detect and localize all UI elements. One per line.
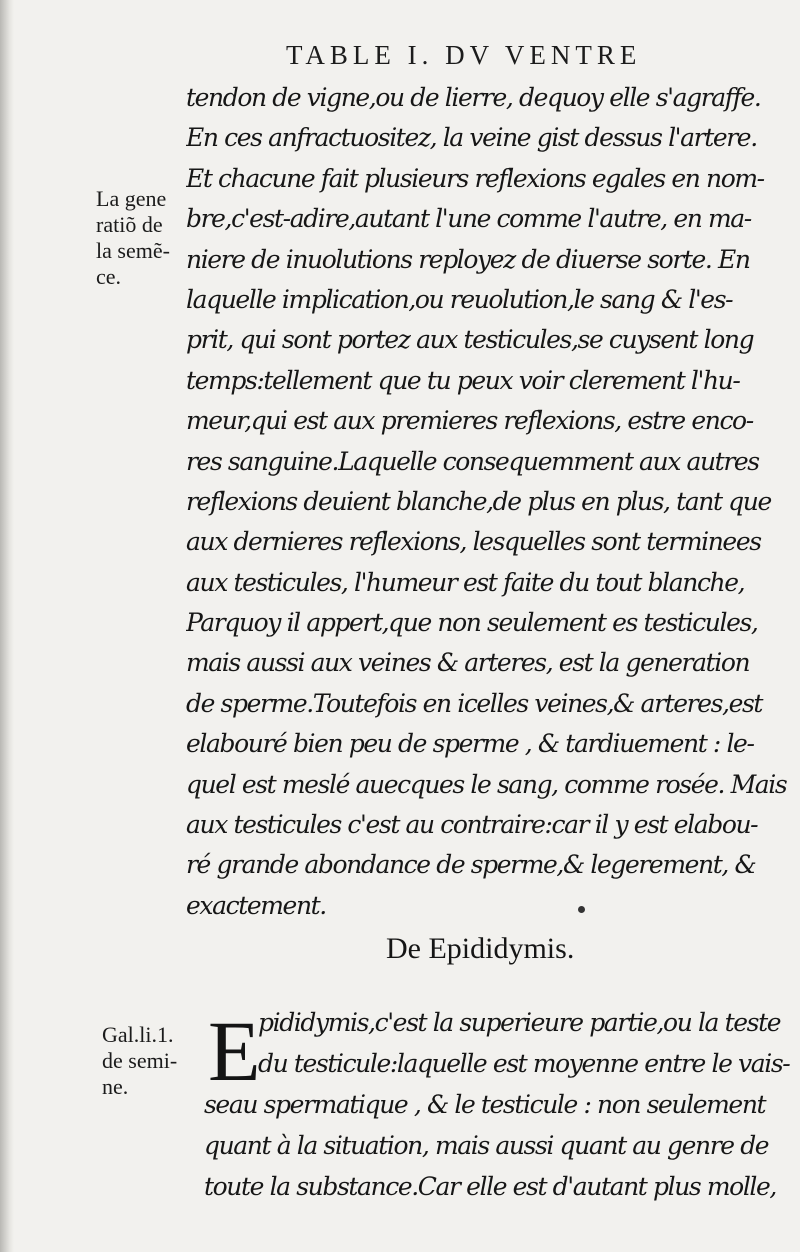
text-line: reflexions deuient blanche,de plus en plus, tant que: [186, 486, 771, 516]
margin-note-line: Gal.li.1.: [102, 1022, 174, 1047]
text-line: pididymis,c'est la superieure partie,ou la teste: [258, 1008, 781, 1037]
text-line: quel est meslé auecques le sang, comme rosée. Mais: [186, 769, 787, 799]
text-line: res sanguine.Laquelle consequemment aux autres: [186, 446, 759, 476]
margin-note-line: ratiõ de: [96, 212, 163, 237]
text-line: quant à la situation, mais aussi quant au genre de: [204, 1131, 769, 1160]
text-line: bre,c'est-adire,autant l'une comme l'autre, en ma-: [186, 204, 751, 234]
text-line: aux testicules, l'humeur est faite du tout blanche,: [186, 567, 745, 597]
margin-note-galen: [102, 1022, 177, 1100]
text-line: niere de inuolutions reployez de diuerse sorte. En: [186, 244, 750, 274]
text-line: aux dernieres reflexions, lesquelles sont terminees: [186, 527, 761, 557]
text-line: toute la substance.Car elle est d'autant plus molle,: [204, 1172, 776, 1201]
margin-note-line: de semi-: [102, 1048, 178, 1073]
section-heading: De Epididymis.: [386, 932, 575, 965]
running-header: TABLE I. DV VENTRE: [286, 40, 642, 70]
text-line: elabouré bien peu de sperme , & tardiuement : le-: [186, 729, 754, 759]
text-line: ré grande abondance de sperme,& legerement, &: [186, 850, 756, 880]
margin-note-generation: [96, 186, 170, 290]
text-line: prit, qui sont portez aux testicules,se cuysent long: [186, 325, 754, 355]
drop-capital: E: [208, 1003, 261, 1099]
ink-dot: [578, 906, 585, 913]
text-line: temps:tellement que tu peux voir clerement l'hu-: [186, 365, 740, 395]
text-line: tendon de vigne,ou de lierre, dequoy elle s'agraffe.: [186, 83, 761, 112]
page-edge-shadow: [0, 0, 14, 1252]
margin-note-line: ce.: [96, 264, 122, 289]
text-line: laquelle implication,ou reuolution,le sang & l'es-: [186, 284, 733, 314]
text-line: du testicule:laquelle est moyenne entre le vais-: [258, 1049, 790, 1078]
text-line: Parquoy il appert,que non seulement es testicules,: [186, 608, 758, 638]
margin-note-line: La gene: [96, 186, 167, 211]
margin-note-line: la semẽ-: [96, 238, 170, 263]
text-line: Et chacune fait plusieurs reflexions egales en nom-: [186, 163, 764, 193]
text-line: meur,qui est aux premieres reflexions, estre enco-: [186, 406, 753, 436]
section-text: [204, 1084, 800, 1207]
section-first-lines: [258, 1002, 800, 1084]
text-line: de sperme.Toutefois en icelles veines,& arteres,est: [186, 688, 763, 718]
text-line: seau spermatique , & le testicule : non seulement: [204, 1090, 766, 1119]
text-line: mais aussi aux veines & arteres, est la generation: [186, 648, 750, 678]
main-text: [186, 78, 800, 926]
text-line: aux testicules c'est au contraire:car il y est elabou-: [186, 810, 758, 840]
margin-note-line: ne.: [102, 1074, 129, 1099]
text-line: En ces anfractuositez, la veine gist dessus l'artere.: [186, 123, 757, 153]
text-line: exactement.: [186, 890, 326, 920]
